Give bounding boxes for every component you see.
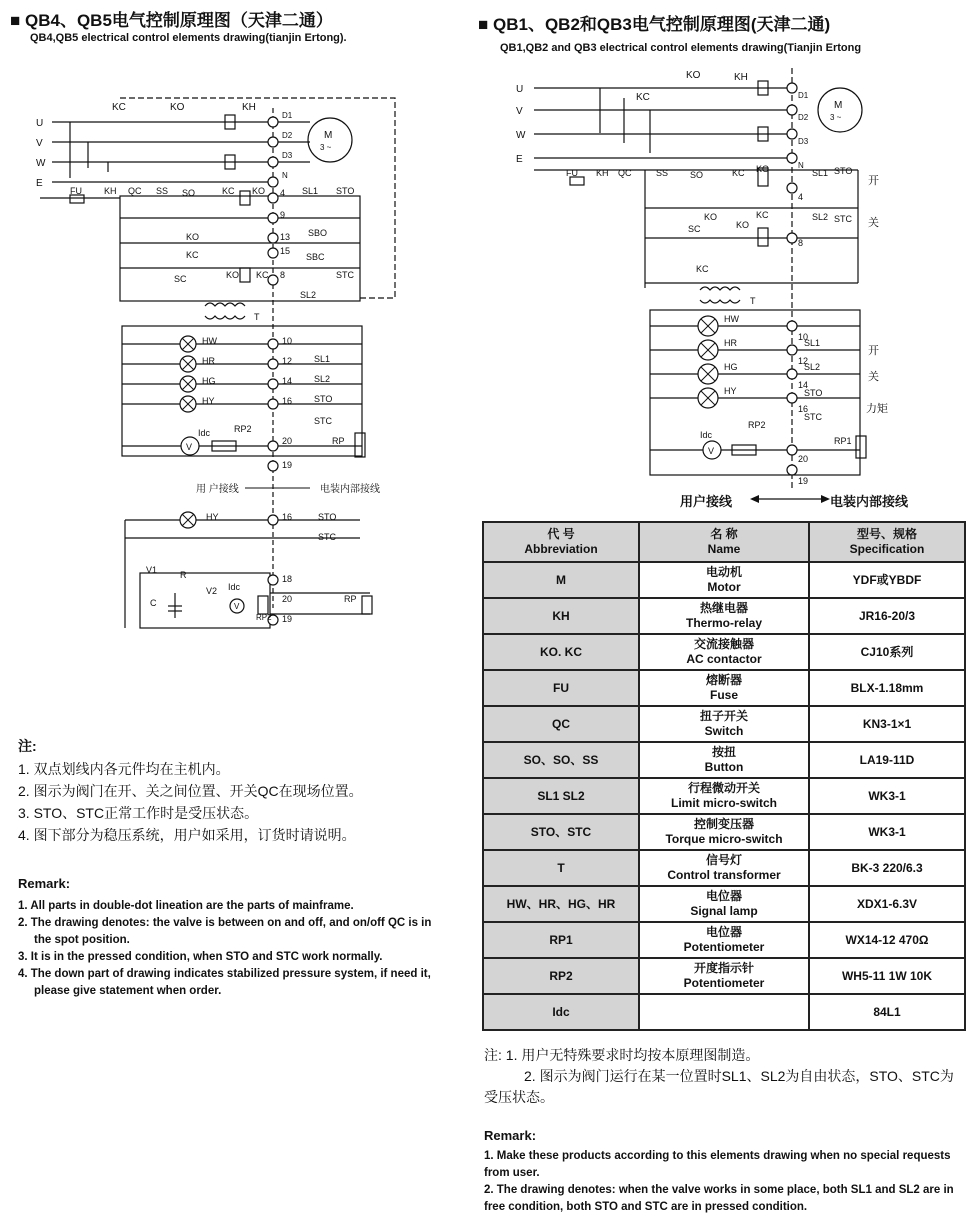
cell-specification: YDF或YBDF — [809, 562, 965, 598]
component-label: KC — [222, 186, 235, 196]
name-cn: 按扭 — [711, 745, 736, 759]
inner-wiring-label: 电装内部接线 — [830, 494, 909, 509]
note-item: 1. 双点划线内各元件均在主机内。 — [18, 761, 230, 777]
cell-name — [639, 670, 809, 706]
lamp-label: HY — [202, 396, 215, 406]
left-circuit-diagram — [0, 48, 470, 648]
name-en: Potentiometer — [683, 976, 765, 990]
d-label: D1 — [798, 91, 809, 100]
cell-specification: 84L1 — [809, 994, 965, 1030]
line-label: V — [516, 106, 523, 117]
cell-abbreviation: M — [483, 562, 639, 598]
side-label-torque: 力矩 — [866, 403, 888, 415]
contact-label: KH — [242, 102, 256, 113]
remark-item: 1. Make these products according to this elements drawing when no special requests from user. — [484, 1150, 951, 1179]
contact-label: KO — [170, 102, 185, 113]
name-cn: 交流接触器 — [693, 637, 754, 651]
switch-label: RP — [332, 436, 345, 446]
terminal-label: 10 — [798, 332, 809, 342]
note-item: 4. 图下部分为稳压系统，用户如采用，订货时请说明。 — [18, 827, 356, 843]
cell-name — [639, 562, 809, 598]
cell-name — [639, 706, 809, 742]
component-label: STO — [336, 186, 355, 196]
right-subtitle: QB1,QB2 and QB3 electrical control elements drawing(Tianjin Ertong — [500, 42, 862, 54]
d-label: D2 — [798, 113, 809, 122]
lower-label: RP2 — [256, 613, 272, 622]
cell-specification: KN3-1×1 — [809, 706, 965, 742]
terminal-label: 20 — [798, 454, 809, 464]
terminal-label: 19 — [282, 460, 293, 470]
name-cn: 电位器 — [705, 925, 742, 939]
cell-name — [639, 886, 809, 922]
header-name: 名 称 Name — [639, 522, 809, 562]
terminal-label: 16 — [282, 396, 293, 406]
terminal-label: 10 — [282, 336, 293, 346]
component-label: KO — [186, 232, 200, 242]
note-item: 3. STO、STC正常工作时是受压状态。 — [18, 805, 259, 821]
switch-label: SL1 — [804, 338, 821, 348]
cell-abbreviation: KO. KC — [483, 634, 639, 670]
component-label: T — [254, 312, 260, 322]
right-notes-heading: 注: — [484, 1047, 502, 1063]
lower-label: HY — [206, 512, 219, 522]
right-circuit-diagram — [500, 58, 970, 514]
component-label: KC — [256, 270, 269, 280]
name-cn: 电动机 — [705, 565, 742, 579]
table-header-row — [483, 522, 965, 562]
remark-item: 2. The drawing denotes: the valve is between on and off, and on/off QC is in the spot position. — [18, 917, 432, 946]
component-label: T — [750, 296, 756, 306]
side-label-close: 关 — [868, 217, 879, 229]
name-en: Signal lamp — [690, 904, 758, 918]
contact-label: KC — [636, 92, 650, 103]
cell-abbreviation: FU — [483, 670, 639, 706]
terminal-label: 4 — [280, 188, 286, 198]
d-label: N — [798, 161, 804, 170]
table-row — [483, 742, 965, 778]
switch-label: V — [186, 442, 193, 452]
terminal-label: 9 — [280, 210, 286, 220]
header-specification: 型号、规格 Specification — [809, 522, 965, 562]
line-label: U — [36, 118, 44, 129]
component-label: KC — [732, 168, 745, 178]
component-label: QC — [618, 168, 632, 178]
table-row — [483, 562, 965, 598]
cell-specification: WK3-1 — [809, 778, 965, 814]
cell-abbreviation: RP2 — [483, 958, 639, 994]
component-label: KC — [696, 264, 709, 274]
cell-abbreviation: KH — [483, 598, 639, 634]
contact-label: KO — [686, 70, 701, 81]
lower-label: C — [150, 598, 157, 608]
motor-label: M — [834, 100, 843, 111]
component-label: FU — [70, 186, 82, 196]
component-label: KC — [186, 250, 199, 260]
name-en: Motor — [707, 580, 741, 594]
specification-table — [482, 521, 966, 1031]
terminal-label: 4 — [798, 192, 804, 202]
terminal-label: 12 — [282, 356, 293, 366]
cell-abbreviation: SO、SO、SS — [483, 742, 639, 778]
lower-label: V — [234, 602, 240, 611]
component-label: KH — [104, 186, 117, 196]
name-en: Fuse — [709, 688, 738, 702]
line-label: U — [516, 84, 524, 95]
remark-item: 4. The down part of drawing indicates stabilized pressure system, if need it, please give statement when order. — [18, 968, 431, 997]
side-label-close: 关 — [868, 371, 879, 383]
name-en: AC contactor — [686, 652, 762, 666]
switch-label: SL2 — [804, 362, 821, 372]
cell-specification: XDX1-6.3V — [809, 886, 965, 922]
line-label: E — [36, 178, 43, 189]
motor-sub-label: 3 ~ — [830, 113, 842, 122]
component-label: SL1 — [812, 168, 829, 178]
switch-label: RP2 — [748, 420, 766, 430]
component-label: SL2 — [300, 290, 317, 300]
line-label: E — [516, 154, 523, 165]
component-label: SL1 — [302, 186, 319, 196]
switch-label: STC — [804, 412, 822, 422]
terminal-label: 16 — [798, 404, 809, 414]
table-row — [483, 706, 965, 742]
cell-abbreviation: QC — [483, 706, 639, 742]
remark-item: 2. The drawing denotes: when the valve works in some place, both SL1 and SL2 are in free condition, both STO and STC are in pressed condition. — [484, 1184, 954, 1213]
d-label: D1 — [282, 111, 293, 120]
switch-label: RP2 — [234, 424, 252, 434]
d-label: D3 — [798, 137, 809, 146]
name-en: Torque micro-switch — [665, 832, 783, 846]
cell-specification: BLX-1.18mm — [809, 670, 965, 706]
component-label: STC — [336, 270, 354, 280]
component-label: SBO — [308, 228, 328, 238]
switch-label: STC — [314, 416, 332, 426]
component-label: KO — [226, 270, 240, 280]
component-label: SO — [182, 188, 196, 198]
lamp-label: HR — [724, 338, 737, 348]
lamp-label: HG — [724, 362, 738, 372]
terminal-label: 20 — [282, 436, 293, 446]
name-en: Potentiometer — [683, 940, 765, 954]
cell-abbreviation: RP1 — [483, 922, 639, 958]
switch-label: Idc — [198, 428, 211, 438]
line-label: V — [36, 138, 43, 149]
cell-name — [639, 850, 809, 886]
component-label: KO — [756, 164, 770, 174]
switch-label: V — [708, 446, 715, 456]
lower-label: STO — [318, 512, 337, 522]
terminal-label: 14 — [798, 380, 809, 390]
lower-label: Idc — [228, 582, 241, 592]
lamp-label: HW — [202, 336, 217, 346]
component-label: KO — [252, 186, 266, 196]
component-label: SC — [174, 274, 187, 284]
cell-specification: CJ10系列 — [809, 634, 965, 670]
left-notes — [18, 758, 463, 846]
name-cn: 行程微动开关 — [687, 781, 760, 795]
cell-specification: WK3-1 — [809, 814, 965, 850]
table-row — [483, 886, 965, 922]
right-remark-heading: Remark: — [484, 1128, 537, 1143]
component-label: KH — [596, 168, 609, 178]
cell-specification: BK-3 220/6.3 — [809, 850, 965, 886]
note-item: 2. 图示为阀门运行在某一位置时SL1、SL2为自由状态，STO、STC为受压状态。 — [484, 1068, 954, 1105]
table-row — [483, 598, 965, 634]
switch-label: SL1 — [314, 354, 331, 364]
switch-label: RP1 — [834, 436, 852, 446]
component-label: KO — [736, 220, 750, 230]
user-wiring-label: 用户接线 — [680, 494, 733, 509]
switch-label: Idc — [700, 430, 713, 440]
contact-label: KH — [734, 72, 748, 83]
lamp-label: HG — [202, 376, 216, 386]
lower-label: RP — [344, 594, 357, 604]
remark-item: 3. It is in the pressed condition, when STO and STC work normally. — [18, 951, 383, 963]
cell-name — [639, 922, 809, 958]
component-label: STO — [834, 166, 853, 176]
cell-specification: JR16-20/3 — [809, 598, 965, 634]
cell-name — [639, 814, 809, 850]
motor-label: M — [324, 130, 333, 141]
table-row — [483, 814, 965, 850]
component-label: FU — [566, 168, 578, 178]
note-item: 注: 1. 用户无特殊要求时均按本原理图制造。 — [484, 1047, 760, 1063]
name-cn: 电位器 — [705, 889, 742, 903]
motor-sub-label: 3 ~ — [320, 143, 332, 152]
cell-name — [639, 994, 809, 1030]
left-remarks — [18, 898, 448, 1000]
terminal-label: 19 — [282, 614, 293, 624]
right-notes — [484, 1045, 954, 1108]
terminal-label: 15 — [280, 246, 291, 256]
terminal-label: 8 — [798, 238, 804, 248]
component-label: SBC — [306, 252, 325, 262]
d-label: N — [282, 171, 288, 180]
switch-label: STO — [804, 388, 823, 398]
table-row — [483, 634, 965, 670]
terminal-label: 8 — [280, 270, 286, 280]
name-cn: 熔断器 — [705, 673, 742, 687]
terminal-label: 20 — [282, 594, 293, 604]
name-cn: 开度指示针 — [693, 961, 754, 975]
inner-wiring-label: 电装内部接线 — [320, 484, 380, 495]
left-notes-heading: 注: — [18, 738, 37, 754]
cell-specification: WX14-12 470Ω — [809, 922, 965, 958]
component-label: SL2 — [812, 212, 829, 222]
d-label: D2 — [282, 131, 293, 140]
cell-abbreviation: HW、HR、HG、HR — [483, 886, 639, 922]
name-cn: 扭子开关 — [699, 709, 748, 723]
cell-name — [639, 778, 809, 814]
component-label: SO — [690, 170, 704, 180]
switch-label: SL2 — [314, 374, 331, 384]
note-item: 2. 图示为阀门在开、关之间位置、开关QC在现场位置。 — [18, 783, 363, 799]
name-en: Control transformer — [667, 868, 781, 882]
component-label: STC — [834, 214, 852, 224]
header-abbreviation: 代 号 Abbreviation — [483, 522, 639, 562]
table-row — [483, 778, 965, 814]
lower-label: R — [180, 570, 187, 580]
lower-label: V2 — [206, 586, 218, 596]
cell-abbreviation: STO、STC — [483, 814, 639, 850]
terminal-label: 19 — [798, 476, 809, 486]
lower-label: V1 — [146, 565, 158, 575]
lower-label: STC — [318, 532, 336, 542]
user-wiring-label: 用 户接线 — [196, 484, 239, 495]
left-remark-heading: Remark: — [18, 876, 71, 891]
lamp-label: HW — [724, 314, 739, 324]
terminal-label: 13 — [280, 232, 291, 242]
table-row — [483, 958, 965, 994]
name-en: Switch — [704, 724, 744, 738]
contact-label: KC — [112, 102, 126, 113]
cell-specification: LA19-11D — [809, 742, 965, 778]
remark-item: 1. All parts in double-dot lineation are the parts of mainframe. — [18, 900, 354, 912]
name-en: Button — [704, 760, 744, 774]
left-subtitle: QB4,QB5 electrical control elements drawing(tianjin Ertong). — [30, 32, 347, 44]
side-label-open: 开 — [868, 175, 879, 187]
component-label: KO — [704, 212, 718, 222]
name-en: Limit micro-switch — [670, 796, 777, 810]
line-label: W — [36, 158, 46, 169]
name-cn: 控制变压器 — [693, 817, 754, 831]
component-label: QC — [128, 186, 142, 196]
cell-abbreviation: Idc — [483, 994, 639, 1030]
d-label: D3 — [282, 151, 293, 160]
table-row — [483, 850, 965, 886]
terminal-label: 18 — [282, 574, 293, 584]
lamp-label: HR — [202, 356, 215, 366]
terminal-label: 12 — [798, 356, 809, 366]
table-row — [483, 922, 965, 958]
wiring-arrow — [750, 492, 830, 506]
switch-label: STO — [314, 394, 333, 404]
table-row — [483, 994, 965, 1030]
cell-name — [639, 598, 809, 634]
cell-name — [639, 958, 809, 994]
terminal-label: 16 — [282, 512, 293, 522]
terminal-label: 14 — [282, 376, 293, 386]
name-cn: 信号灯 — [705, 853, 742, 867]
component-label: SS — [156, 186, 169, 196]
table-row — [483, 670, 965, 706]
cell-abbreviation: SL1 SL2 — [483, 778, 639, 814]
component-label: KC — [756, 210, 769, 220]
left-title: ■ QB4、QB5电气控制原理图（天津二通） — [10, 11, 333, 30]
line-label: W — [516, 130, 526, 141]
component-label: SS — [656, 168, 669, 178]
component-label: SC — [688, 224, 701, 234]
side-label-open: 开 — [868, 345, 879, 357]
right-remarks — [484, 1148, 954, 1216]
name-en: Thermo-relay — [685, 616, 763, 630]
lamp-label: HY — [724, 386, 737, 396]
right-title: ■ QB1、QB2和QB3电气控制原理图(天津二通) — [478, 15, 831, 34]
cell-abbreviation: T — [483, 850, 639, 886]
cell-specification: WH5-11 1W 10K — [809, 958, 965, 994]
cell-name — [639, 742, 809, 778]
name-cn: 热继电器 — [699, 601, 748, 615]
cell-name — [639, 634, 809, 670]
